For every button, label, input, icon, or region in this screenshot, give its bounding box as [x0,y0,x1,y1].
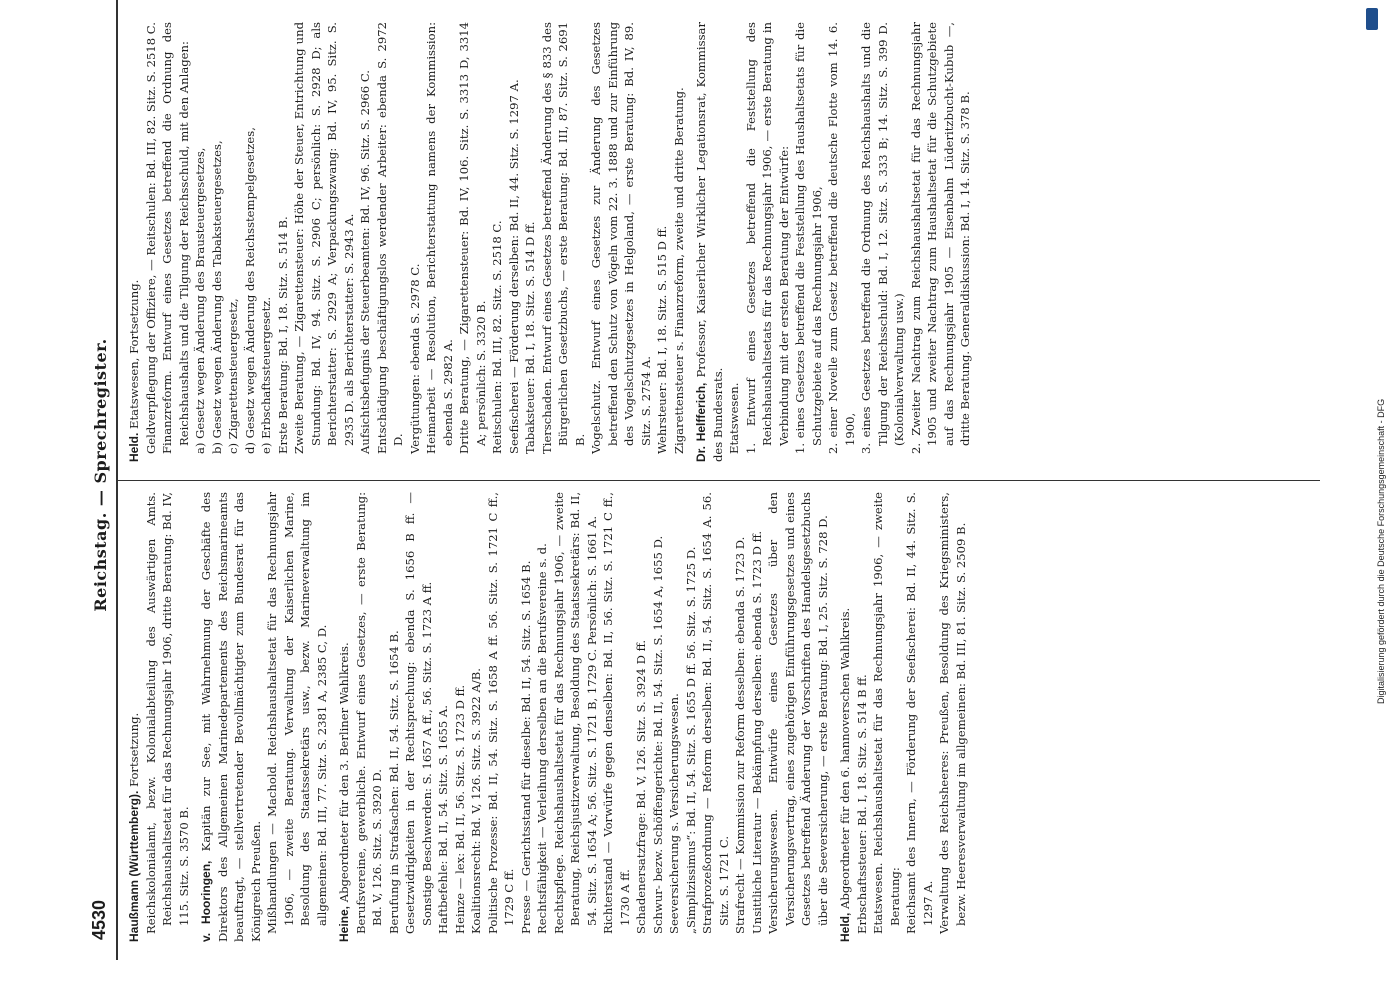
speaker-description: Etatswesen, Fortsetzung. [127,279,141,429]
index-line: b) Gesetz wegen Änderung des Tabaksteuergesetzes, [209,140,224,454]
speaker-name: Held, [838,912,852,942]
index-line: e) Erbschaftssteuergesetz. [259,296,273,454]
running-head: Reichstag. — Sprechregister. [91,338,110,612]
speaker-name: Haußmann (Württemberg). [127,790,141,942]
speaker-description: Professor, Kaiserlicher Wirklicher Legationsrat, Kommissar des Bundesrats. [694,22,725,462]
index-line: Mißhandlungen — Machold. Reichshaushaltsetat für das Rechnungsjahr 1906, — zweite Beratung. Verwaltung der Kaiserlichen Marine, Besoldung des Staatssekretärs usw., bezw. Marineverwaltung im allgemeinen: Bd. III, 77. Sitz. S. 2381 A, 2385 C, D. [265,492,329,934]
index-line: Strafprozeßordnung — Reform derselben: Bd. II, 54. Sitz. S. 1654 A. 56. Sitz. S. 1721 C. [700,492,731,934]
index-line: Schwur- bezw. Schöffengerichte: Bd. II, 54. Sitz. S. 1654 A, 1655 D. [650,535,665,934]
index-line: Berufsvereine, gewerbliche. Entwurf eines Gesetzes, — erste Beratung: Bd. V, 126. Sitz. S. 3920 D. [353,492,384,934]
index-line: Zweite Beratung, — Zigarettensteuer: Höhe der Steuer, Entrichtung und Stundung: Bd. IV, 94. Sitz. S. 2906 C; persönlich: S. 2928 D; als Berichterstatter: S. 2929 A; Verpackungszwang: Bd. IV, 95. Sitz. S. 2935 D. als Berichterstatter: S. 2943 A. [292,22,356,454]
index-entry [336,492,831,942]
index-line: Seefischerei — Förderung derselben: Bd. II, 44. Sitz. S. 1297 A. [506,79,521,454]
index-line: c) Zigarettensteuergesetz, [226,298,240,454]
index-line: Koalitionsrecht: Bd. V, 126. Sitz. S. 3922 A/B. [469,668,483,934]
index-line: Seeversicherung s. Versicherungswesen. [667,693,681,934]
speaker-name: Dr. Helfferich, [694,382,708,462]
index-line: Erste Beratung: Bd. I, 18. Sitz. S. 514 B. [275,216,290,454]
speaker-name: Heine, [337,905,351,942]
index-line: Berufung in Strafsachen: Bd. II, 54. Sitz. S. 1654 B. [386,630,401,934]
speaker-description: Abgeordneter für den 3. Berliner Wahlkreis. [337,642,351,903]
speaker-description: Kapitän zur See, mit Wahrnehmung der Geschäfte des Direktors des Allgemeinen Marinedepartements des Reichsmarineamts beauftragt, — stellvertretender Bevollmächtigter zum Bundesrat für das Königreich Preußen. [199,491,263,942]
index-line: Gesetzwidrigkeiten in der Rechtsprechung: ebenda S. 1656 B ff. — Sonstige Beschwerden: S. 1657 A ff., 56. Sitz. S. 1723 A ff. [403,492,434,934]
index-line: Unsittliche Literatur — Bekämpfung derselben: ebenda S. 1723 D ff. [749,530,764,934]
index-line: d) Gesetz wegen Änderung des Reichsstempelgesetzes, [242,127,257,454]
index-line: 2. einer Novelle zum Gesetz betreffend die deutsche Flotte vom 14. 6. 1900, [826,22,857,454]
index-line: Geldverpflegung der Offiziere, — Reitschulen: Bd. III, 82. Sitz. S. 2518 C. [143,22,158,454]
index-entry [198,492,330,942]
index-line: 3. eines Gesetzes betreffend die Ordnung des Reichshaushalts und die Tilgung der Reichsschuld: Bd. I, 12. Sitz. S. 333 B; 14. Sitz. S. 399 D. (Kolonialverwaltung usw.) [859,22,906,454]
index-line: a) Gesetz wegen Änderung des Brausteuergesetzes, [193,147,207,454]
speaker-name: v. Hooringen, [199,860,213,942]
index-line: Erbschaftssteuer: Bd. I, 18. Sitz. S. 514 B ff. [854,674,869,934]
right-column [126,22,980,462]
index-line: Wehrsteuer: Bd. I, 18. Sitz. S. 515 D ff. [655,225,669,454]
index-line: Heimarbeit — Resolution, Berichterstattung namens der Kommission: ebenda S. 2982 A. [424,22,455,454]
index-line: Politische Prozesse: Bd. II, 54. Sitz. S. 1658 A ff. 56. Sitz. S. 1721 C ff., 1729 C ff. [485,492,516,934]
index-line: Versicherungswesen. Entwürfe eines Gesetzes über den Versicherungsvertrag, eines zugehörigen Einführungsgesetzes und eines Gesetzes betreffend Änderung der Vorschriften des Handelsgesetzbuchs über die Seeversicherung, — erste Beratung: Bd. I, 25. Sitz. S. 728 D. [766,492,830,934]
index-line: Verwaltung des Reichsheeres: Preußen, Besoldung des Kriegsministers, bezw. Heeresverwaltung im allgemeinen: Bd. III, 81. Sitz. S. 2509 B. [937,492,968,934]
index-page [80,0,1340,960]
index-line: Haftbefehle: Bd. II, 54. Sitz. S. 1655 A. [436,705,450,934]
index-line: Heinze — lex: Bd. II, 56. Sitz. S. 1723 D ff. [452,684,467,934]
index-line: Presse — Gerichtsstand für dieselbe: Bd. II, 54. Sitz. S. 1654 B. [518,560,533,934]
page-number: 4530 [89,899,109,940]
index-line: Etatswesen. Reichshaushaltsetat für das Rechnungsjahr 1906, — zweite Beratung: [871,492,902,934]
speaker-description: Abgeordneter für den 6. hannoverschen Wahlkreis. [838,607,852,909]
index-line: Vogelschutz. Entwurf eines Gesetzes zur Änderung des Gesetzes betreffend den Schutz von Vögeln vom 22. 3. 1888 und zur Einführung des Vogelschutzgesetzes in Helgoland, — erste Beratung: Bd. IV, 89. Sitz. S. 2754 A. [589,22,653,454]
index-line: Aufsichtsbefugnis der Steuerbeamten: Bd. IV, 96. Sitz. S. 2966 C. [358,70,372,454]
index-line: Reichskolonialamt, bezw. Kolonialabteilung des Auswärtigen Amts. Reichshaushaltsetat für das Rechnungsjahr 1906, dritte Beratung: Bd. IV, 115. Sitz. S. 3570 B. [143,492,191,934]
column-divider [118,480,1320,481]
speaker-description: Fortsetzung. [127,712,141,787]
index-line: Etatswesen. [727,382,741,454]
index-line: 1. eines Gesetzes betreffend die Feststellung des Haushaltsetats für die Schutzgebiete auf das Rechnungsjahr 1906, [793,22,824,454]
speaker-name: Held. [127,432,141,462]
index-line: Tierschaden. Entwurf eines Gesetzes betreffend Änderung des § 833 des Bürgerlichen Gesetzbuchs, — erste Beratung: Bd. III, 87. Sitz. S. 2691 B. [539,22,587,454]
index-line: Rechtsfähigkeit — Verleihung derselben an die Berufsvereine s. d. [535,543,549,934]
index-line: Zigarettensteuer s. Finanzreform, zweite und dritte Beratung. [671,87,686,454]
index-entry [837,492,969,942]
index-line: Richterstand — Vorwürfe gegen denselben: Bd. II, 56. Sitz. S. 1721 C ff., 1730 A ff. [601,492,632,934]
index-line: Rechtspflege. Reichshaushaltsetat für das Rechnungsjahr 1906, — zweite Beratung, Reichsjustizverwaltung, Besoldung des Staatssekretärs: Bd. II, 54. Sitz. S. 1654 A; 56. Sitz. S. 1721 B, 1729 C. Persönlich: S. 1661 A. [551,492,599,934]
index-line: Entschädigung beschäftigungslos werdender Arbeiter: ebenda S. 2972 D. [374,22,405,454]
index-entry [693,22,974,462]
page-header [80,10,110,940]
index-line: Schadenersatzfrage: Bd. V, 126. Sitz. S. 3924 D ff. [634,639,648,934]
index-line: 2. Zweiter Nachtrag zum Reichshaushaltsetat für das Rechnungsjahr 1905 und zweiter Nachtrag zum Haushaltsetat für die Schutzgebiete auf das Rechnungsjahr 1905 — Eisenbahn Lüderitzbucht-Kubub —, dritte Beratung. Generaldiskussion: Bd. I, 14. Sitz. S. 378 B. [908,22,972,454]
credit-text: Digitalisierung gefördert durch die Deutsche Forschungsgemeinschaft - DFG [1376,398,1386,704]
index-line: Reichsamt des Innern, — Förderung der Seefischerei: Bd. II, 44. Sitz. S. 1297 A. [904,492,935,934]
index-entry [126,22,687,462]
index-line: 1. Entwurf eines Gesetzes betreffend die Feststellung des Reichshaushaltsetats für das Rechnungsjahr 1906, — erste Beratung in Verbindung mit der ersten Beratung der Entwürfe: [743,22,791,454]
index-line: Reitschulen: Bd. III, 82. Sitz. S. 2518 C. [490,220,504,454]
index-line: Dritte Beratung, — Zigarettensteuer: Bd. IV, 106. Sitz. S. 3313 D, 3314 A; persönlich: S. 3320 B. [457,22,488,454]
left-column [126,492,975,942]
index-entry [126,492,192,942]
index-line: Finanzreform. Entwurf eines Gesetzes betreffend die Ordnung des Reichshaushalts und die Tilgung der Reichsschuld, mit den Anlagen: [160,22,191,454]
index-line: Vergütungen: ebenda S. 2978 C. [407,263,422,454]
digitization-credit [1360,14,1386,704]
index-line: Tabaksteuer: Bd. I, 18. Sitz. S. 514 D ff. [523,221,537,454]
index-line: „Simplizissimus“: Bd. II, 54. Sitz. S. 1655 D ff. 56. Sitz. S. 1725 D. [683,546,698,934]
index-line: Strafrecht — Kommission zur Reform desselben: ebenda S. 1723 D. [733,536,747,934]
